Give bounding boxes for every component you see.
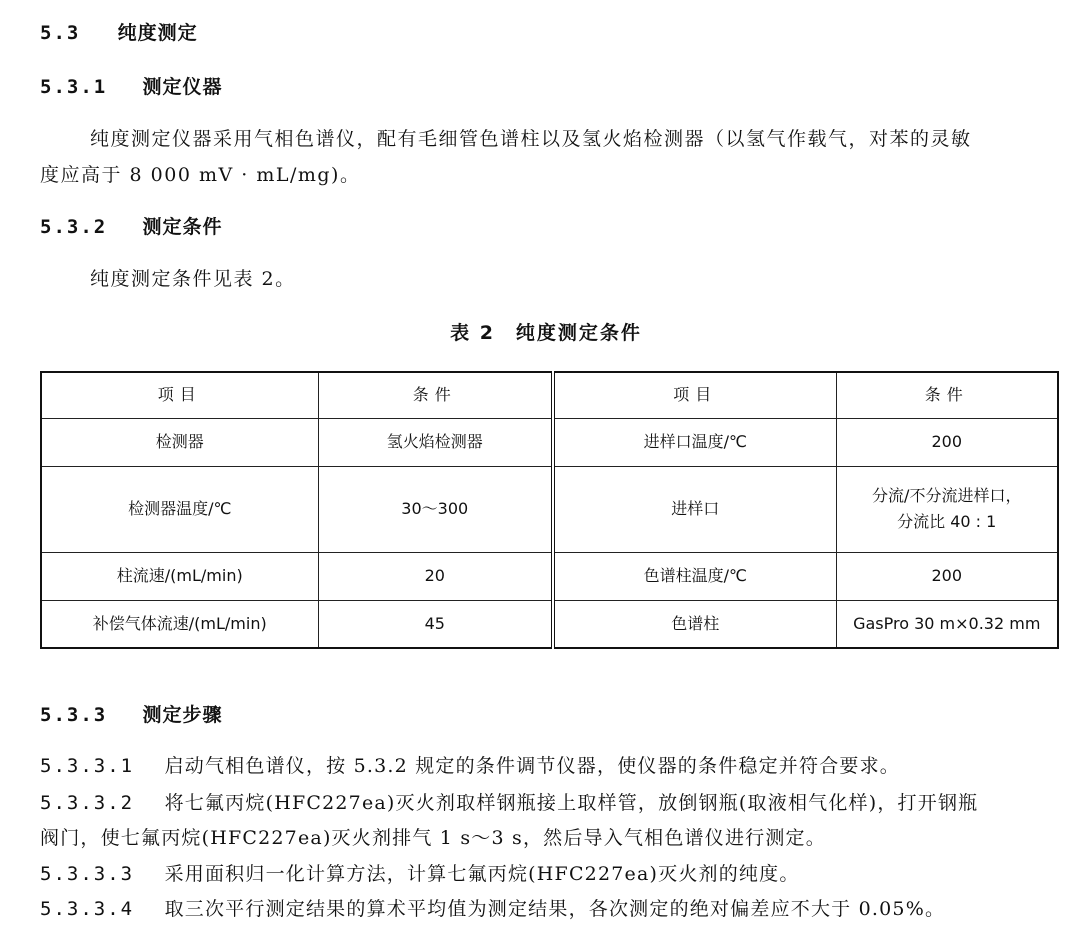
step-text: 采用面积归一化计算方法，计算七氟丙烷(HFC227ea)灭火剂的纯度。 — [164, 863, 800, 885]
step-number: 5.3.3.3 — [40, 863, 135, 885]
table-cell: 进样口 — [553, 466, 836, 552]
subsection-number: 5.3.1 — [40, 76, 108, 98]
table-row — [41, 552, 1058, 600]
header-item: 项目 — [553, 372, 836, 418]
table-header-row — [41, 372, 1058, 418]
subsection-title: 测定步骤 — [142, 704, 223, 726]
step-text: 取三次平行测定结果的算术平均值为测定结果，各次测定的绝对偏差应不大于 0.05%。 — [164, 898, 946, 920]
subsection-heading-procedure — [40, 700, 222, 727]
table-cell: 200 — [836, 552, 1058, 600]
table-cell: 色谱柱温度/℃ — [553, 552, 836, 600]
table-cell: 氢火焰检测器 — [318, 418, 553, 466]
procedure-step — [40, 894, 945, 921]
subsection-title: 测定仪器 — [142, 76, 223, 98]
table-row — [41, 600, 1058, 648]
instrument-paragraph-line-2: 度应高于 8 000 mV · mL/mg)。 — [40, 164, 361, 186]
table-cell: 色谱柱 — [553, 600, 836, 648]
table-cell: 检测器 — [41, 418, 318, 466]
subsection-heading-instrument — [40, 72, 222, 99]
table-cell: 分流/不分流进样口， 分流比 40 : 1 — [836, 466, 1058, 552]
table-cell: 补偿气体流速/(mL/min) — [41, 600, 318, 648]
table-cell: 进样口温度/℃ — [553, 418, 836, 466]
step-number: 5.3.3.4 — [40, 898, 135, 920]
subsection-heading-conditions — [40, 212, 222, 239]
procedure-step-continuation: 阀门，使七氟丙烷(HFC227ea)灭火剂排气 1 s～3 s，然后导入气相色谱仪进行测定。 — [40, 827, 826, 849]
section-title: 纯度测定 — [117, 22, 198, 44]
table-cell: 200 — [836, 418, 1058, 466]
conditions-table — [40, 371, 1059, 649]
table-cell: GasPro 30 m×0.32 mm — [836, 600, 1058, 648]
step-number: 5.3.3.1 — [40, 755, 135, 777]
subsection-title: 测定条件 — [142, 216, 223, 238]
procedure-step — [40, 859, 800, 886]
table-cell: 柱流速/(mL/min) — [41, 552, 318, 600]
table-cell: 20 — [318, 552, 553, 600]
procedure-step — [40, 751, 900, 778]
section-heading — [40, 18, 198, 45]
step-number: 5.3.3.2 — [40, 792, 135, 814]
instrument-paragraph-line-1: 纯度测定仪器采用气相色谱仪，配有毛细管色谱柱以及氢火焰检测器（以氢气作载气，对苯的灵敏 — [90, 128, 972, 150]
header-condition: 条件 — [836, 372, 1058, 418]
subsection-number: 5.3.2 — [40, 216, 108, 238]
table-cell: 45 — [318, 600, 553, 648]
procedure-step — [40, 788, 978, 815]
step-text: 将七氟丙烷(HFC227ea)灭火剂取样钢瓶接上取样管，放倒钢瓶(取液相气化样)，打开钢瓶 — [164, 792, 979, 814]
table-row — [41, 418, 1058, 466]
section-number: 5.3 — [40, 22, 81, 44]
header-item: 项目 — [41, 372, 318, 418]
table-caption: 表 2 纯度测定条件 — [450, 322, 642, 344]
header-condition: 条件 — [318, 372, 553, 418]
subsection-number: 5.3.3 — [40, 704, 108, 726]
conditions-paragraph: 纯度测定条件见表 2。 — [90, 268, 296, 290]
table-row — [41, 466, 1058, 552]
table-cell: 检测器温度/℃ — [41, 466, 318, 552]
step-text: 启动气相色谱仪，按 5.3.2 规定的条件调节仪器，使仪器的条件稳定并符合要求。 — [164, 755, 901, 777]
table-cell: 30～300 — [318, 466, 553, 552]
